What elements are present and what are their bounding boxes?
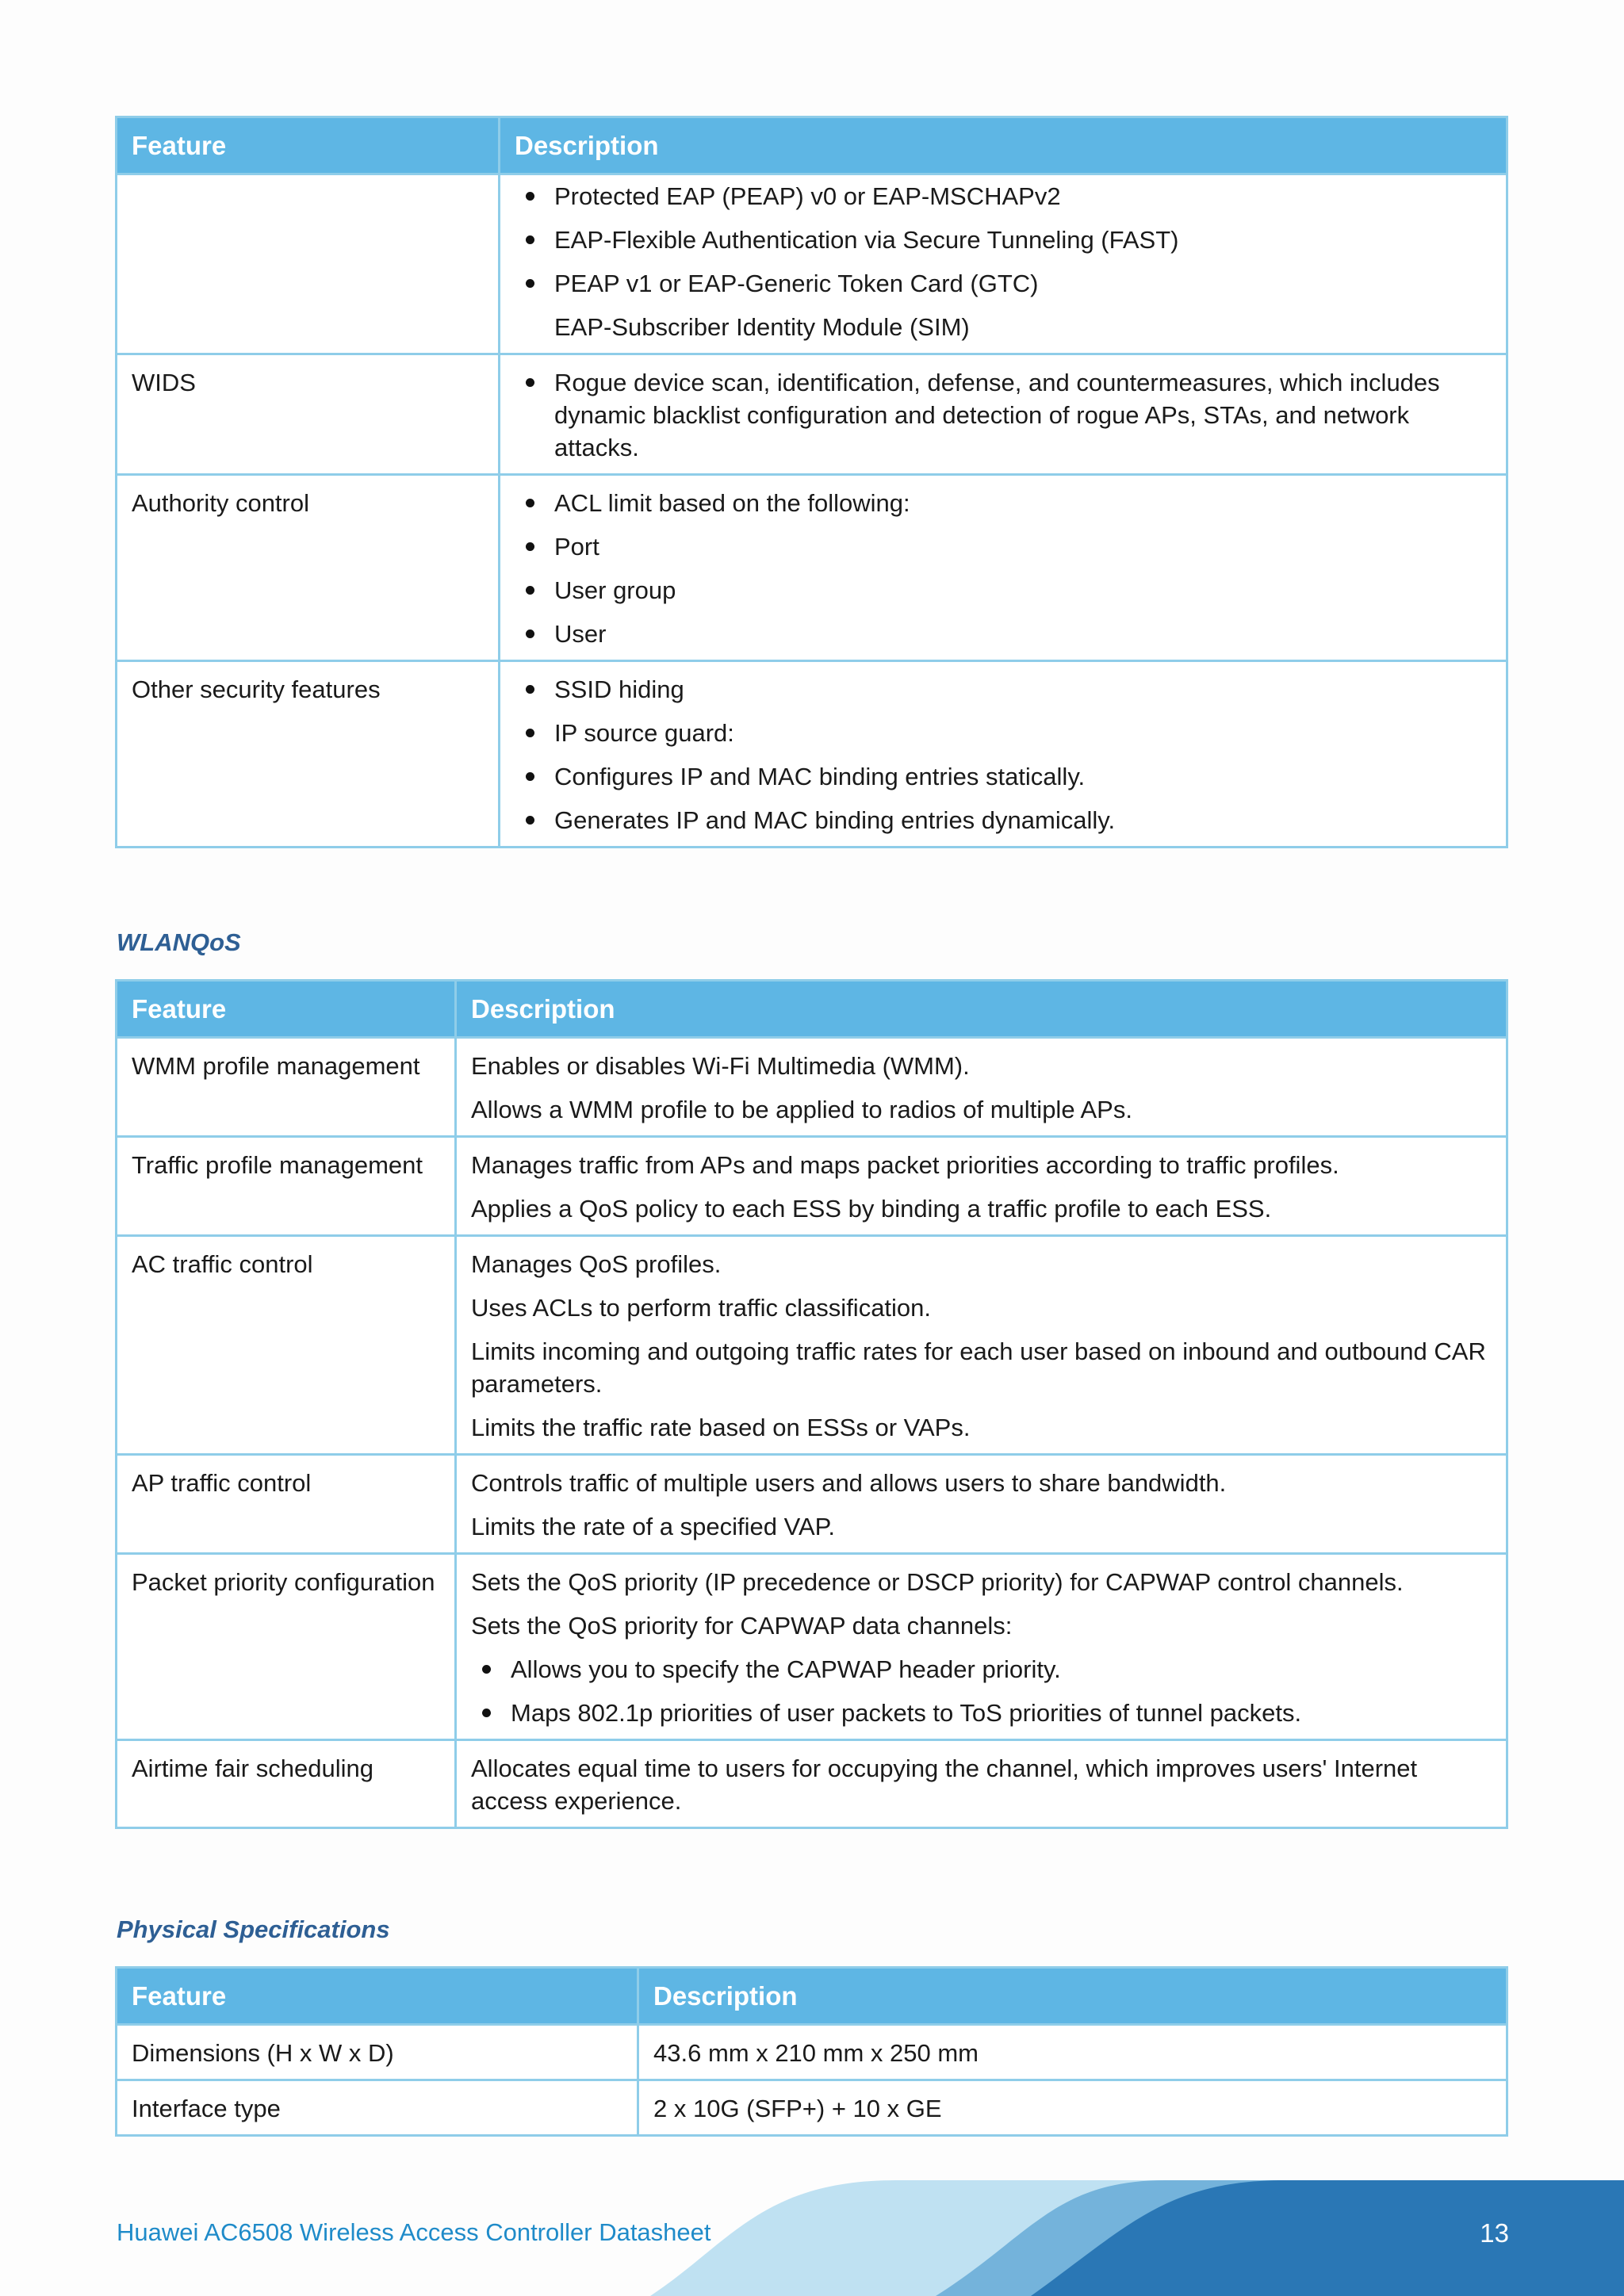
- description-line: Sets the QoS priority (IP precedence or DSCP priority) for CAPWAP control channels.: [471, 1568, 1404, 1596]
- header-feature: Feature: [117, 981, 456, 1038]
- feature-cell: Packet priority configuration: [117, 1554, 456, 1740]
- description-cell: [456, 1740, 1507, 1828]
- description-line: Controls traffic of multiple users and allows users to share bandwidth.: [471, 1469, 1227, 1497]
- table-row: [117, 1554, 1507, 1740]
- bullet-item: Rogue device scan, identification, defense, and countermeasures, which includes dynamic blacklist configuration and detection of rogue APs, STAs, and network attacks.: [515, 366, 1492, 464]
- feature-cell: AP traffic control: [117, 1455, 456, 1554]
- description-line: Limits the traffic rate based on ESSs or VAPs.: [471, 1414, 971, 1441]
- bullet-item: Allows you to specify the CAPWAP header priority.: [471, 1653, 1492, 1686]
- feature-cell: Interface type: [117, 2080, 638, 2136]
- table-row: [117, 1038, 1507, 1137]
- plain-item: EAP-Subscriber Identity Module (SIM): [554, 313, 970, 341]
- table-row: [117, 475, 1507, 661]
- bullet-icon: [526, 235, 534, 244]
- bullet-item: ACL limit based on the following:: [515, 487, 1492, 519]
- wlanqos-table: [115, 979, 1508, 1829]
- bullet-item: Port: [515, 530, 1492, 563]
- description-cell: [500, 354, 1507, 475]
- feature-cell: Airtime fair scheduling: [117, 1740, 456, 1828]
- table-header-row: [117, 1968, 1507, 2025]
- description-line: Limits incoming and outgoing traffic rates for each user based on inbound and outbound CAR parameters.: [471, 1337, 1486, 1398]
- bullet-item: User: [515, 618, 1492, 650]
- bullet-item: Generates IP and MAC binding entries dynamically.: [515, 804, 1492, 836]
- bullet-icon: [526, 586, 534, 595]
- table-row: [117, 1236, 1507, 1455]
- header-description: Description: [500, 117, 1507, 174]
- feature-cell: Traffic profile management: [117, 1137, 456, 1236]
- value-cell: 2 x 10G (SFP+) + 10 x GE: [638, 2080, 1507, 2136]
- bullet-icon: [526, 772, 534, 781]
- description-cell: [500, 661, 1507, 848]
- footer-document-title: Huawei AC6508 Wireless Access Controller Datasheet: [117, 2218, 711, 2246]
- bullet-icon: [526, 685, 534, 694]
- feature-cell: Authority control: [117, 475, 500, 661]
- header-description: Description: [638, 1968, 1507, 2025]
- header-description: Description: [456, 981, 1507, 1038]
- description-line: Limits the rate of a specified VAP.: [471, 1513, 835, 1540]
- description-cell: [500, 475, 1507, 661]
- description-cell: [500, 174, 1507, 354]
- table-row: [117, 661, 1507, 848]
- bullet-icon: [482, 1709, 491, 1717]
- bullet-icon: [526, 279, 534, 288]
- description-line: Enables or disables Wi-Fi Multimedia (WMM).: [471, 1052, 970, 1080]
- section-title-physical-specifications: Physical Specifications: [117, 1915, 390, 1943]
- bullet-icon: [526, 816, 534, 825]
- bullet-icon: [526, 192, 534, 201]
- table-row: [117, 1137, 1507, 1236]
- feature-cell: AC traffic control: [117, 1236, 456, 1455]
- table-row: [117, 2025, 1507, 2080]
- description-cell: [456, 1038, 1507, 1137]
- bullet-item: SSID hiding: [515, 673, 1492, 706]
- table-row: [117, 1455, 1507, 1554]
- feature-cell: WMM profile management: [117, 1038, 456, 1137]
- physical-specs-table: [115, 1966, 1508, 2137]
- bullet-icon: [526, 499, 534, 507]
- description-cell: [456, 1554, 1507, 1740]
- table-header-row: [117, 117, 1507, 174]
- description-line: Manages QoS profiles.: [471, 1250, 722, 1278]
- bullet-item: PEAP v1 or EAP-Generic Token Card (GTC): [515, 267, 1492, 300]
- bullet-item: User group: [515, 574, 1492, 607]
- table-row: [117, 1740, 1507, 1828]
- description-cell: [456, 1137, 1507, 1236]
- description-line: Uses ACLs to perform traffic classification.: [471, 1294, 932, 1322]
- feature-cell: Other security features: [117, 661, 500, 848]
- table-row: [117, 174, 1507, 354]
- description-line: Sets the QoS priority for CAPWAP data channels:: [471, 1612, 1013, 1640]
- bullet-item: Protected EAP (PEAP) v0 or EAP-MSCHAPv2: [515, 180, 1492, 212]
- header-feature: Feature: [117, 117, 500, 174]
- description-line: Allows a WMM profile to be applied to radios of multiple APs.: [471, 1096, 1132, 1123]
- bullet-icon: [526, 378, 534, 387]
- value-cell: 43.6 mm x 210 mm x 250 mm: [638, 2025, 1507, 2080]
- feature-cell: Dimensions (H x W x D): [117, 2025, 638, 2080]
- table-row: [117, 354, 1507, 475]
- description-line: Manages traffic from APs and maps packet priorities according to traffic profiles.: [471, 1151, 1339, 1179]
- bullet-icon: [526, 729, 534, 737]
- bullet-item: IP source guard:: [515, 717, 1492, 749]
- bullet-icon: [526, 542, 534, 551]
- description-cell: [456, 1455, 1507, 1554]
- security-table: [115, 116, 1508, 848]
- feature-cell: WIDS: [117, 354, 500, 475]
- description-line: Allocates equal time to users for occupying the channel, which improves users' Internet access experience.: [471, 1755, 1418, 1815]
- table-header-row: [117, 981, 1507, 1038]
- table-row: [117, 2080, 1507, 2136]
- header-feature: Feature: [117, 1968, 638, 2025]
- description-line: Applies a QoS policy to each ESS by binding a traffic profile to each ESS.: [471, 1195, 1272, 1223]
- bullet-icon: [526, 629, 534, 638]
- description-cell: [456, 1236, 1507, 1455]
- bullet-item: Maps 802.1p priorities of user packets to ToS priorities of tunnel packets.: [471, 1697, 1492, 1729]
- feature-cell: [117, 174, 500, 354]
- bullet-icon: [482, 1665, 491, 1674]
- section-title-wlanqos: WLANQoS: [117, 928, 241, 956]
- bullet-item: EAP-Flexible Authentication via Secure Tunneling (FAST): [515, 224, 1492, 256]
- page-number: 13: [1480, 2218, 1509, 2248]
- bullet-item: Configures IP and MAC binding entries statically.: [515, 760, 1492, 793]
